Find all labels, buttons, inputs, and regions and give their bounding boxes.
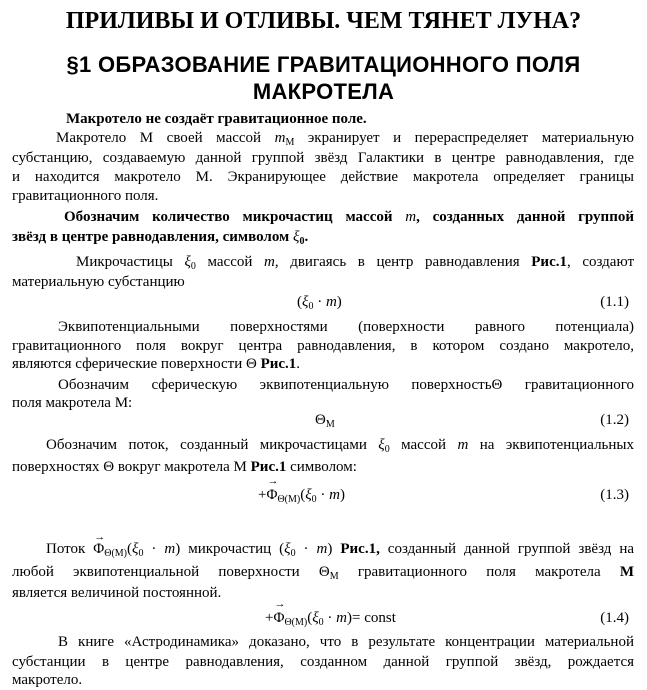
equation-1-3: +→ $\Phi_{\Theta(М)}(\xi_0 \cdot m)$ — [258, 487, 345, 505]
lead-sentence: Макротело не создаёт гравитационное поле. — [66, 111, 367, 127]
equation-number-1-1: (1.1) — [600, 294, 629, 310]
section-heading-line1: §1 ОБРАЗОВАНИЕ ГРАВИТАЦИОННОГО ПОЛЯ — [66, 52, 581, 77]
p4-line2: гравитационного поля вокруг центра равнодавления, в котором создано макротело, — [12, 338, 634, 354]
p4-line1: Эквипотенциальными поверхностями (поверхности равного потенциала) — [58, 319, 634, 335]
p3-line1: Микрочастицы $\xi_0$ массой m, двигаясь в центр равнодавления Рис.1, создают — [76, 254, 635, 272]
p6-line1: Обозначим поток, созданный микрочастицами $\xi_0$ массой m на эквипотенциальных — [46, 437, 635, 455]
p2-line2: звёзд в центре равнодавления, символом $\xi_0$. — [12, 229, 309, 247]
p3-line2: материальную субстанцию — [12, 274, 185, 290]
p1-line4: гравитационного поля. — [12, 188, 159, 204]
p8-line2: субстанции в центре равнодавления, созданном данной группой звёзд, рождается — [12, 654, 634, 670]
p2-line1: Обозначим количество микрочастиц массой m, созданных данной группой — [64, 209, 634, 225]
p4-line3: являются сферические поверхности Θ Рис.1. — [12, 356, 301, 372]
p7-line2: любой эквипотенциальной поверхности $\Theta_М$ гравитационного поля макротела М — [12, 564, 634, 582]
p7-line1: Поток → $\Phi_{\Theta(М)}(\xi_0 \cdot m)$ микрочастиц $(\xi_0 \cdot m)$ Рис.1, созданный данной группой звёзд на — [46, 540, 634, 563]
p1-line1: Макротело М своей массой $m_М$ экранирует и перераспределяет материальную — [56, 130, 634, 148]
p7-line3: является величиной постоянной. — [12, 585, 222, 601]
equation-number-1-2: (1.2) — [600, 412, 629, 428]
equation-1-2: $\Theta_М$ — [315, 412, 335, 430]
p8-line1: В книге «Астродинамика» доказано, что в результате концентрации материальной — [58, 634, 634, 650]
p5-line1: Обозначим сферическую эквипотенциальную поверхностьΘ гравитационного — [58, 377, 634, 393]
p6-line2: поверхностях Θ вокруг макротела М Рис.1 символом: — [12, 459, 357, 475]
equation-number-1-3: (1.3) — [600, 487, 629, 503]
p8-line3: макротело. — [12, 672, 83, 688]
equation-1-1: $(\xi_0 \cdot m)$ — [297, 294, 342, 312]
p1-line3: и находится макротело М. Экранирующее действие макротела определяет границы — [12, 169, 634, 185]
p5-line2: поля макротела М: — [12, 395, 133, 411]
section-heading-line2: МАКРОТЕЛА — [252, 79, 395, 104]
page-title: ПРИЛИВЫ И ОТЛИВЫ. ЧЕМ ТЯНЕТ ЛУНА? — [65, 8, 582, 34]
p1-line2: субстанцию, создаваемую данной группой звёзд Галактики в центре равнодавления, где — [12, 150, 634, 166]
equation-number-1-4: (1.4) — [600, 610, 629, 626]
equation-1-4: +→ $\Phi_{\Theta(М)}(\xi_0 \cdot m)=$ const — [265, 610, 396, 628]
